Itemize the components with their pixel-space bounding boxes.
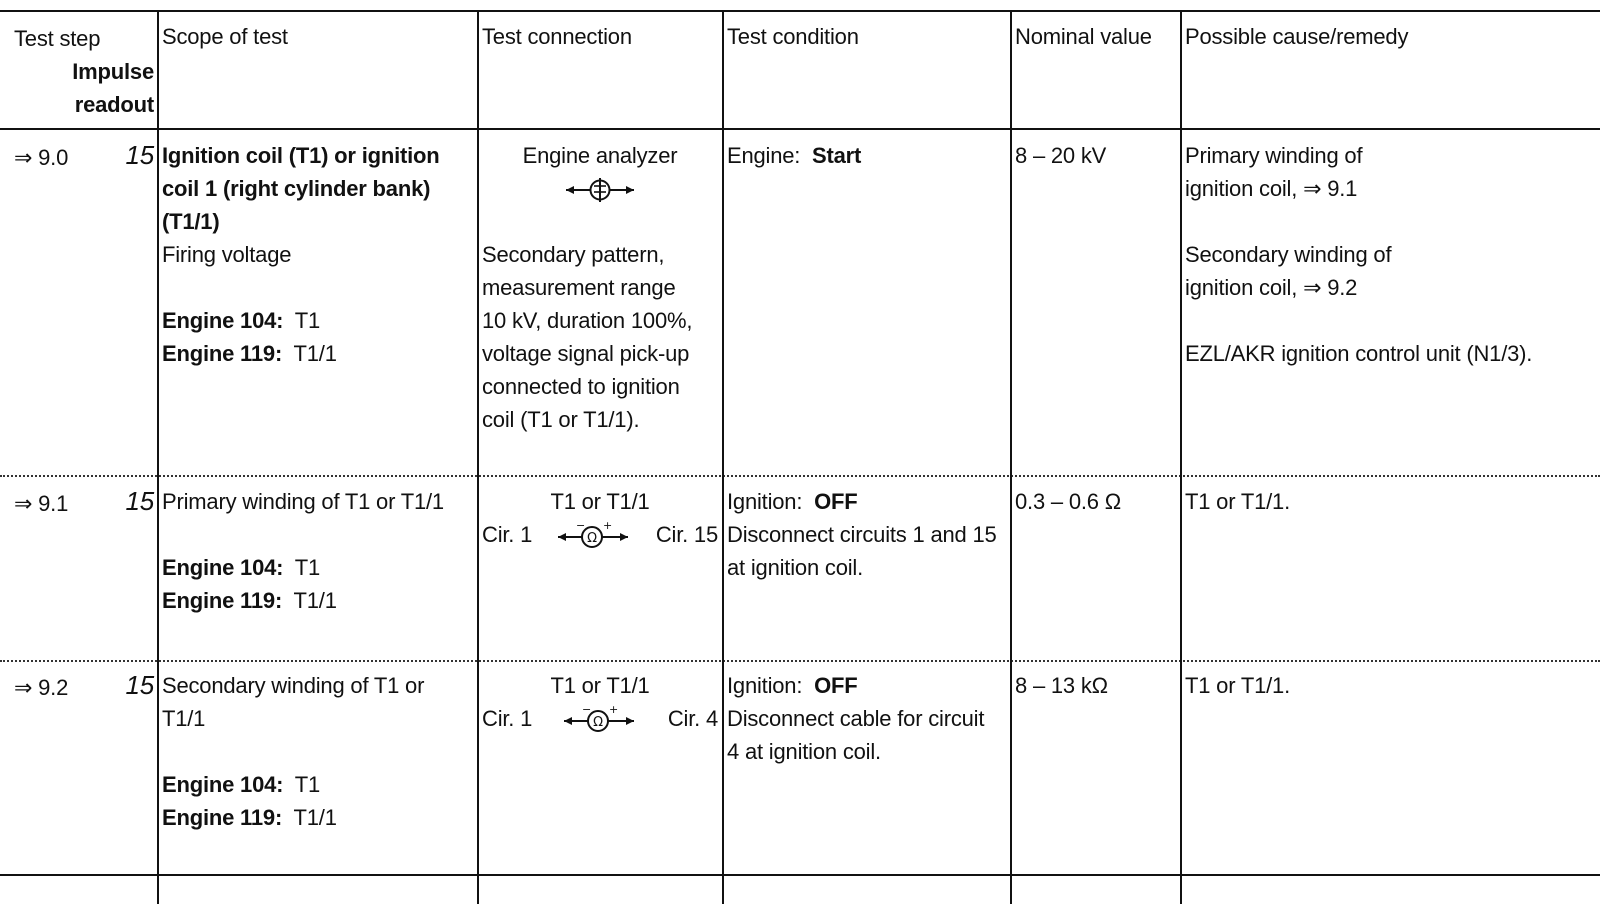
connection-cell: T1 or T1/1 Cir. 1 − Ω + Cir. 4 (482, 669, 718, 735)
table-top-rule (0, 10, 1600, 12)
cause-cell: T1 or T1/1. (1185, 489, 1290, 514)
header-bottom-rule (0, 128, 1600, 130)
nominal-value: 8 – 20 kV (1015, 143, 1107, 168)
condition-cell: Engine: Start (727, 143, 862, 168)
svg-text:−: − (575, 519, 586, 532)
column-divider (1010, 10, 1012, 904)
scope-cell: Secondary winding of T1 or T1/1 Engine 104: T1 Engine 119: T1/1 (162, 673, 425, 830)
scope-cell: Ignition coil (T1) or ignition coil 1 (right cylinder bank) (T1/1) Firing voltage Engine 104: T1 Engine 119: T1/1 (162, 143, 440, 366)
header-nominal: Nominal value (1015, 24, 1152, 49)
connection-cell: Engine analyzer (480, 139, 720, 238)
svg-text:+: + (609, 703, 619, 716)
step-ref: ⇒ 9.2 (14, 675, 69, 700)
header-test-step: Test step (14, 26, 101, 51)
header-scope: Scope of test (162, 24, 288, 49)
svg-text:Ω: Ω (593, 714, 603, 730)
column-divider (1180, 10, 1182, 904)
scope-probe-icon (560, 175, 640, 205)
nominal-value: 8 – 13 kΩ (1015, 673, 1108, 698)
step-ref: ⇒ 9.0 (14, 145, 69, 170)
nominal-value: 0.3 – 0.6 Ω (1015, 489, 1121, 514)
row-divider (0, 475, 1600, 477)
header-cause: Possible cause/remedy (1185, 24, 1409, 49)
connection-cell: T1 or T1/1 Cir. 1 − Ω + Cir. 15 (482, 485, 718, 551)
column-divider (157, 10, 159, 904)
table-bottom-rule (0, 874, 1600, 876)
svg-text:Ω: Ω (587, 530, 597, 546)
condition-cell: Ignition: OFF Disconnect cable for circuit 4 at ignition coil. (727, 673, 985, 764)
column-divider (722, 10, 724, 904)
ohmmeter-icon (558, 704, 642, 734)
condition-cell: Ignition: OFF Disconnect circuits 1 and 15 at ignition coil. (727, 489, 997, 580)
column-divider (477, 10, 479, 904)
header-impulse-readout: Impulse readout (72, 59, 154, 117)
scope-cell: Primary winding of T1 or T1/1 Engine 104: T1 Engine 119: T1/1 (162, 489, 444, 613)
svg-text:+: + (602, 519, 613, 532)
svg-text:−: − (582, 703, 592, 716)
ohmmeter-icon (552, 520, 636, 550)
cause-cell: Primary winding of ignition coil, ⇒ 9.1 Secondary winding of ignition coil, ⇒ 9.2 EZL/AKR ignition control unit (N1/3). (1185, 143, 1533, 366)
cause-cell: T1 or T1/1. (1185, 673, 1290, 698)
connection-details: Secondary pattern, measurement range 10 kV, duration 100%, voltage signal pick-up connected to ignition coil (T1 or T1/1). (482, 242, 693, 432)
step-ref: ⇒ 9.1 (14, 491, 69, 516)
impulse-readout: 15 (125, 670, 154, 700)
header-connection: Test connection (482, 24, 632, 49)
impulse-readout: 15 (125, 486, 154, 516)
header-condition: Test condition (727, 24, 859, 49)
impulse-readout: 15 (125, 140, 154, 170)
row-divider (0, 660, 1600, 662)
